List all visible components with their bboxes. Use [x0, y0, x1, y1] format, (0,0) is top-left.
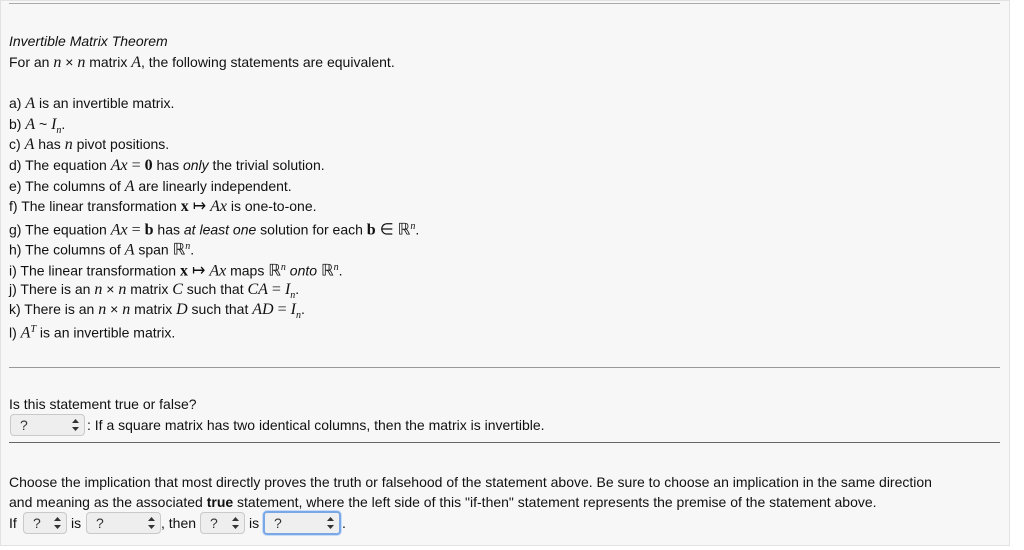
theorem-title: Invertible Matrix Theorem [9, 33, 168, 49]
implication-select-4[interactable]: ? [263, 511, 341, 535]
theorem-intro: For an n × n matrix A, the following statements are equivalent. [9, 54, 395, 71]
statement-h: h) The columns of A span ℝ$^n$. [9, 241, 195, 259]
implication-period: . [342, 515, 346, 531]
statement-g: g) The equation Ax = b has at least one solution for each b ∈ ℝ$^n$. [9, 221, 420, 239]
statement-f: f) The linear transformation x ↦ Ax is one-to-one. [9, 198, 317, 215]
question-divider [9, 442, 1000, 443]
select-arrows-icon [53, 515, 62, 531]
select-arrows-icon [231, 515, 240, 531]
implication-select-2[interactable]: ? [86, 512, 161, 534]
statement-a: a) A is an invertible matrix. [9, 95, 175, 112]
select-arrows-icon [326, 515, 335, 531]
top-divider [9, 3, 1000, 4]
statement-c: c) A has n pivot positions. [9, 136, 170, 153]
question-prompt: Is this statement true or false? [9, 396, 197, 412]
statement-k: k) There is an n × n matrix D such that AD = $I_n$. [9, 301, 305, 321]
statement-e: e) The columns of A are linearly independent. [9, 178, 292, 195]
select-arrows-icon [71, 417, 80, 433]
statement-d: d) The equation Ax = 0 has only the trivial solution. [9, 157, 325, 174]
true-false-select[interactable] [10, 414, 85, 436]
statement-b: b) A ~ $I_n$. [9, 116, 66, 136]
is-label-1: is [71, 515, 82, 531]
then-label: , then [161, 515, 197, 531]
true-false-select-value: ? [20, 417, 28, 433]
if-label: If [9, 515, 17, 531]
section-divider [9, 367, 1000, 368]
statement-l: l) $A^T$ is an invertible matrix. [9, 324, 176, 342]
question-statement: : If a square matrix has two identical columns, then the matrix is invertible. [87, 417, 545, 433]
select-arrows-icon [147, 515, 156, 531]
is-label-2: is [249, 515, 260, 531]
implication-instruction-line1: Choose the implication that most directly proves the truth or falsehood of the statement above. Be sure to choose an implication in the same direction [9, 474, 932, 490]
statement-j: j) There is an n × n matrix C such that CA = $I_n$. [9, 281, 300, 301]
implication-select-3[interactable]: ? [200, 512, 245, 534]
statement-i: i) The linear transformation x ↦ Ax maps ℝ$^n$ onto ℝ$^n$. [9, 262, 343, 280]
implication-select-1[interactable]: ? [23, 512, 67, 534]
implication-instruction-line2: and meaning as the associated true statement, where the left side of this "if-then" statement represents the premise of the statement above. [9, 494, 877, 510]
